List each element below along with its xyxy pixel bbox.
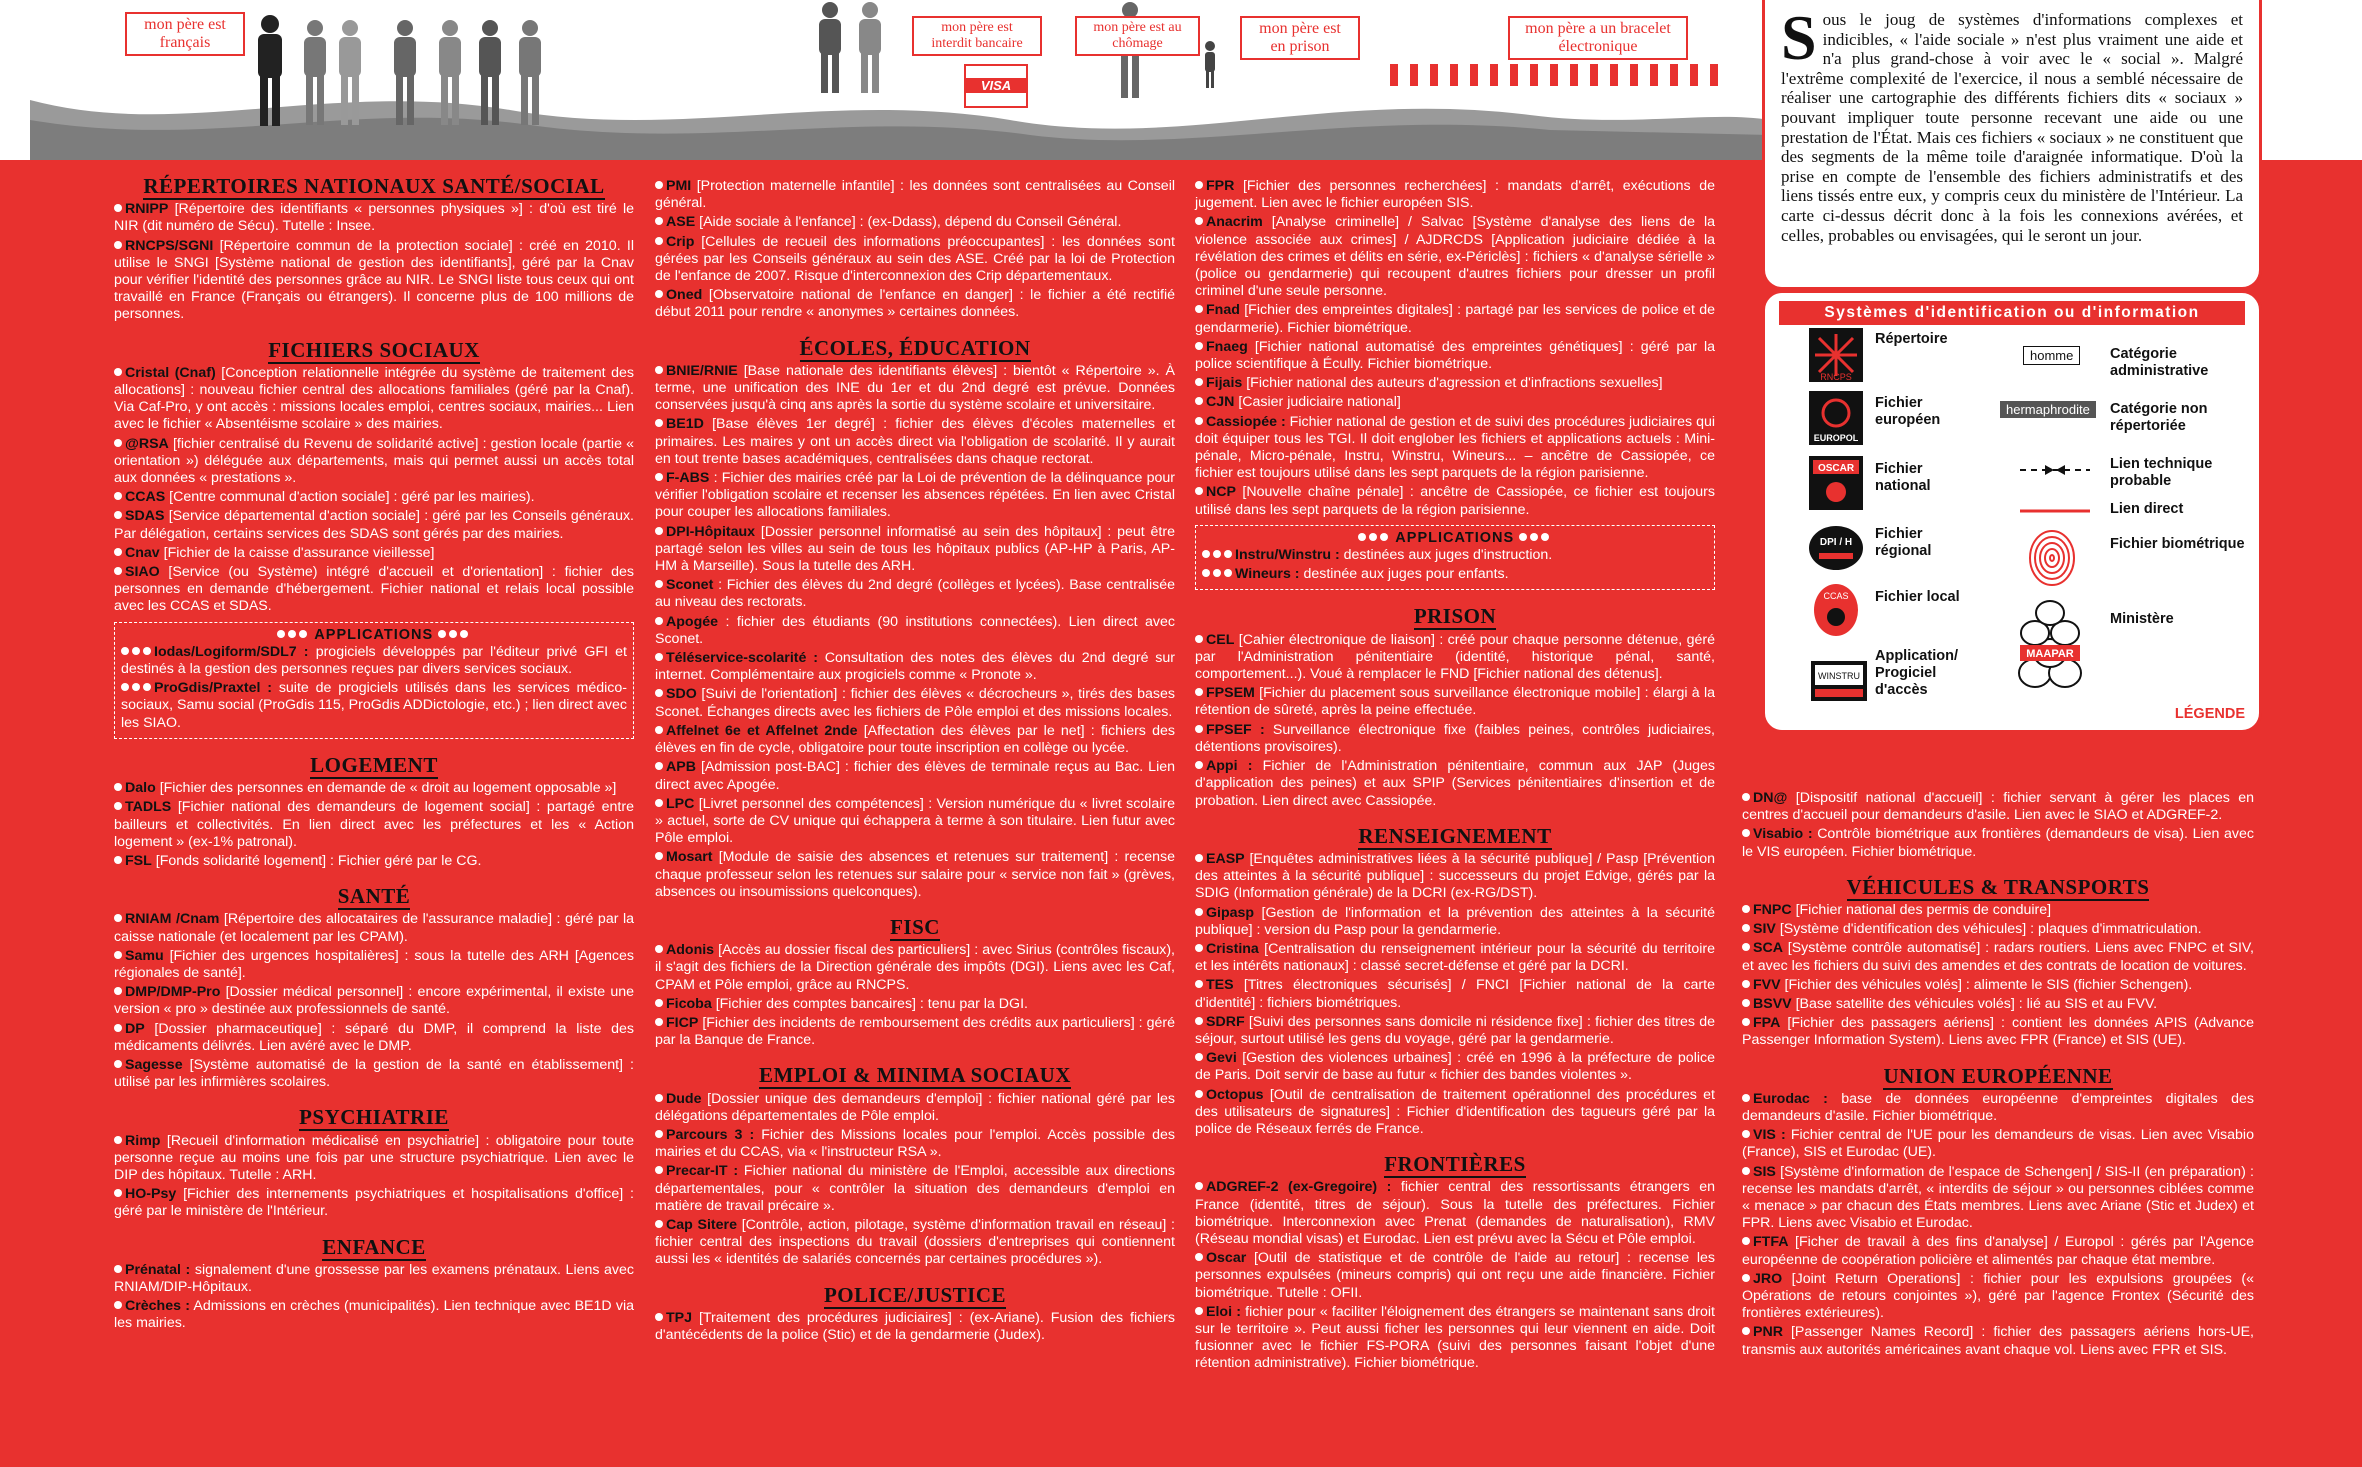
legend-title: Systèmes d'identification ou d'information <box>1779 301 2245 325</box>
bracelet-marks <box>1390 60 1750 90</box>
heading-emploi: EMPLOI & MINIMA SOCIAUX <box>759 1063 1071 1088</box>
entry-anacrim: Anacrim [Analyse criminelle] / Salvac [Système d'analyse des liens de la violence associée aux crimes] / AJDRCDS [Application judiciaire dédiée à la révélation des crimes et délits en série, ex-Périclès] : fichiers « d'analyse sérielle » (police ou gendarmerie) qui recoupent d'autres fichiers pour dresser un profil criminel d'une seule personne. <box>1195 214 1715 300</box>
tag-homme: homme <box>2023 346 2080 365</box>
entry-samu: Samu [Fichier des urgences hospitalières] : sous la tutelle des ARH [Agences régionales de santé]. <box>114 947 634 981</box>
entry-fpa: FPA [Fichier des passagers aériens] : contient les données APIS (Advance Passenger Information System). Liens avec FPR (France) et SIS (UE). <box>1742 1015 2254 1049</box>
entry-bnie: BNIE/RNIE [Base nationale des identifiants élèves] : bientôt « Répertoire ». À terme, une unification des INE du 1er et du 2nd degré est prévue. Données conservées jusqu'à cinq ans après la sortie du système scolaire et universitaire. <box>655 362 1175 414</box>
heading-police-justice: POLICE/JUSTICE <box>823 1282 1007 1307</box>
entry-fpr: FPR [Fichier des personnes recherchées] : mandats d'arrêt, exécutions de jugement. Lien avec le fichier européen SIS. <box>1195 178 1715 212</box>
entry-ccas: CCAS [Centre communal d'action sociale] : géré par les mairies). <box>114 489 634 506</box>
entry-f-abs: F-ABS : Fichier des mairies créé par la Loi de prévention de la délinquance pour vérifier l'obligation scolaire et recenser les absences répétées. En lien avec Cristal pour couper les allocations familiales. <box>655 470 1175 521</box>
intro-dropcap: S <box>1781 2 1817 73</box>
entry-cjn: CJN [Casier judiciaire national] <box>1195 394 1715 411</box>
entry-eloi: Eloi : fichier pour « faciliter l'éloignement des étrangers se maintenant sans droit sur le territoire ». Peut aussi ficher les personnes qui leur viennent en aide. Doit fusionner avec le fichier FS-PORA (suivi des personnes faisant l'objet d'une rétention administrative). Fichier biométrique. <box>1195 1303 1715 1372</box>
entry-tpj: TPJ [Traitement des procédures judiciaires] : (ex-Ariane). Fusion des fichiers d'antécédents de la police (Stic) et de la gendarmerie (Judex). <box>655 1309 1175 1343</box>
heading-fisc: FISC <box>890 914 940 939</box>
entry-creches: Crèches : Admissions en crèches (municipalités). Lien technique avec BE1D via les mairies. <box>114 1298 634 1332</box>
entry-parcours3: Parcours 3 : Fichier des Missions locales pour l'emploi. Accès possible des mairies et du CCAS, via « l'instructeur RSA ». <box>655 1126 1175 1161</box>
column-4 <box>1742 790 2254 1361</box>
applications-box-justice <box>1195 525 1715 591</box>
entry-sagesse: Sagesse [Système automatisé de la gestion de la santé en établissement] : utilisé par les infirmières scolaires. <box>114 1056 634 1091</box>
entry-rncps: RNCPS/SGNI [Répertoire commun de la protection sociale] : créé en 2010. Il utilise le SNGI [Système national de gestion des identifiants], géré par la Cnav pour vérifier l'identité des personnes grâce au NIR. Le SNGI liste tous ceux qui ont travaillé en France (Français ou étrangers). Il concerne plus de 100 millions de personnes. <box>114 237 634 323</box>
caption-interdit-bancaire: mon père est interdit bancaire <box>912 16 1042 56</box>
legend-application: Application/ Progiciel d'accès <box>1875 648 1958 698</box>
entry-easp: EASP [Enquêtes administratives liées à la sécurité publique] / Pasp [Prévention des atteintes à la sécurité publique] : successeurs du projet Edvige, gérés par la SDIG (Information générale) de la DCRI (ex-RG/DST). <box>1195 850 1715 902</box>
entry-tes: TES [Titres électroniques sécurisés] / FNCI [Fichier national de la carte d'identité] : fichiers biométriques. <box>1195 977 1715 1011</box>
entry-ftfa: FTFA [Ficher de travail à des fins d'analyse] / Europol : gérés par l'Agence européenne de coopération policière et alimentés par chaque état membre. <box>1742 1234 2254 1268</box>
heading-logement: LOGEMENT <box>310 752 438 777</box>
heading-repertoires: RÉPERTOIRES NATIONAUX SANTÉ/SOCIAL <box>143 174 605 198</box>
heading-enfance: ENFANCE <box>322 1234 426 1259</box>
column-2 <box>655 178 1175 1346</box>
entry-visabio: Visabio : Contrôle biométrique aux frontières (demandeurs de visa). Lien avec le VIS européen. Fichier biométrique. <box>1742 826 2254 860</box>
entry-ncp: NCP [Nouvelle chaîne pénale] : ancêtre de Cassiopée, ce fichier est toujours utilisé dans les sept parquets de la région parisienne. <box>1195 484 1715 518</box>
lien-technique-icon <box>2020 463 2090 477</box>
entry-dp: DP [Dossier pharmaceutique] : séparé du DMP, il comprend la liste des médicaments délivrés. Lien avéré avec le DMP. <box>114 1020 634 1054</box>
people-silhouettes-left <box>240 10 560 130</box>
entry-bsvv: BSVV [Base satellite des véhicules volés] : lié au SIS et au FVV. <box>1742 996 2254 1013</box>
entry-rimp: Rimp [Recueil d'information médicalisé en psychiatrie] : obligatoire pour toute personne reçue au moins une fois par une structure psychiatrique. Lien avec le DIP des hôpitaux. Tutelle : ARH. <box>114 1132 634 1183</box>
legend-lien-direct: Lien direct <box>2110 501 2184 517</box>
entry-ho-psy: HO-Psy [Fichier des internements psychiatriques et hospitalisations d'office] : géré par le ministère de l'Intérieur. <box>114 1186 634 1220</box>
entry-vis: VIS : Fichier central de l'UE pour les demandeurs de visas. Lien avec Visabio (France), SIS et Eurodac (UE). <box>1742 1127 2254 1161</box>
winstru-icon-text: WINSTRU <box>1818 671 1860 681</box>
entry-crip: Crip [Cellules de recueil des informations préoccupantes] : les données sont gérées par les Conseils généraux au sein des ASE. Créé par la loi de Protection de l'enfance de 2007. Risque d'interconnexion des Crip départementaux. <box>655 233 1176 285</box>
lien-direct-icon <box>2020 507 2090 515</box>
entry-sconet: Sconet : Fichier des élèves du 2nd degré (collèges et lycées). Base centralisée au niveau des rectorats. <box>655 577 1175 611</box>
fichier-europeen-icon <box>1809 391 1863 445</box>
fichier-local-icon <box>1809 583 1863 637</box>
heading-fichiers-sociaux: FICHIERS SOCIAUX <box>268 337 480 362</box>
legend-fichier-regional: Fichier régional <box>1875 526 1932 559</box>
entry-dna: DN@ [Dispositif national d'accueil] : fichier servant à gérer les places en centres d'accueil pour demandeurs d'asile. Lien avec le SIAO et ADGREF-2. <box>1742 790 2254 824</box>
entry-progdis: ProGdis/Praxtel : suite de progiciels utilisés dans les services médico-sociaux, Samu social (ProGdis 115, ProGdis ADDictologie, etc.) ; lien direct avec les SIAO. <box>121 680 627 731</box>
entry-iodas: Iodas/Logiform/SDL7 : progiciels développés par l'éditeur privé GFI et destinés à la gestion des personnes reçues par divers services sociaux. <box>121 643 627 678</box>
entry-pmi: PMI [Protection maternelle infantile] : les données sont centralisées au Conseil général. <box>655 178 1175 212</box>
entry-gipasp: Gipasp [Gestion de l'information et la prévention des atteintes à la sécurité publique] : version du Pasp pour la gendarmerie. <box>1195 904 1715 938</box>
entry-adgref: ADGREF-2 (ex-Gregoire) : fichier central des ressortissants étrangers en France (identité, titres de séjour). Sous la tutelle des préfectures. Fichier biométrique. Interconnexion avec Prenat (demandes de naturalisation), RMV (Réseau mondial visas) et Eurodac. Lien est prévu avec la Sécu et Pôle emploi. <box>1195 1179 1715 1247</box>
entry-cristal: Cristal (Cnaf) [Conception relationnelle intégrée du système de traitement des allocations] : nouveau fichier central des allocations familiales (géré par la Cnaf). Via Caf-Pro, y ont accès : missions locales emploi, centres sociaux, mairies... Lien avec le fichier « Absentéisme scolaire » des mairies. <box>114 364 634 433</box>
fichier-regional-icon <box>1809 521 1863 575</box>
heading-prison: PRISON <box>1413 604 1497 629</box>
legend-fichier-biometrique: Fichier biométrique <box>2110 536 2245 552</box>
legend-fichier-national: Fichier national <box>1875 461 1931 494</box>
oscar-icon-text: OSCAR <box>1817 463 1855 474</box>
entry-apb: APB [Admission post-BAC] : fichier des élèves de terminale reçus au Bac. Lien direct avec Apogée. <box>655 759 1175 793</box>
heading-frontieres: FRONTIÈRES <box>1384 1152 1526 1177</box>
legend-lien-technique: Lien technique probable <box>2110 456 2213 489</box>
entry-octopus: Octopus [Outil de centralisation de traitement opérationnel des procédures et des utilisateurs de signatures] : Fichier d'identification des tagueurs géré par la police de Réseaux ferrés de France. <box>1195 1086 1715 1137</box>
entry-teleservice: Téléservice-scolarité : Consultation des notes des élèves du 2nd degré sur internet. Complémentaire aux progiciels comme « Pronote ». <box>655 650 1175 684</box>
entry-lpc: LPC [Livret personnel des compétences] : Version numérique du « livret scolaire » actuel, sorte de CV unique qui échappera à terme à son titulaire. Lien futur avec Pôle emploi. <box>655 795 1175 847</box>
legend-box <box>1762 290 2262 733</box>
entry-fnpc: FNPC [Fichier national des permis de conduire] <box>1742 902 2254 919</box>
entry-oned: Oned [Observatoire national de l'enfance en danger] : le fichier a été rectifié début 2011 pour rendre « anonymes » certaines données. <box>655 287 1175 321</box>
entry-wineurs: Wineurs : destinée aux juges pour enfants. <box>1202 566 1708 583</box>
entry-sdrf: SDRF [Suivi des personnes sans domicile ni résidence fixe] : fichier des titres de séjour, surtout utilisé les gens du voyage, géré par la gendarmerie. <box>1195 1013 1715 1047</box>
entry-be1d: BE1D [Base élèves 1er degré] : fichier des élèves d'écoles maternelles et primaires. Les maires y ont un accès direct via l'obligation de scolarité. Il y aurait en tout trente bases académiques, centralisées dans chaque rectorat. <box>655 416 1175 467</box>
visa-card <box>964 64 1028 108</box>
legend-fichier-europeen: Fichier européen <box>1875 395 1941 428</box>
entry-fnaeg: Fnaeg [Fichier national automatisé des empreintes génétiques] : géré par la police scientifique à Écully. Fichier biométrique. <box>1195 338 1715 373</box>
entry-ficoba: Ficoba [Fichier des comptes bancaires] : tenu par la DGI. <box>655 996 1175 1013</box>
column-1 <box>114 174 635 1335</box>
entry-ase: ASE [Aide sociale à l'enfance] : (ex-Ddass), dépend du Conseil Général. <box>655 214 1175 231</box>
entry-fijais: Fijais [Fichier national des auteurs d'agression et d'infractions sexuelles] <box>1195 375 1715 392</box>
entry-affelnet: Affelnet 6e et Affelnet 2nde [Affectation des élèves par le net] : fichiers des élèves en fin de cycle, obligatoire pour toute inscription en collège ou lycée. <box>655 722 1175 757</box>
heading-renseignement: RENSEIGNEMENT <box>1358 823 1552 848</box>
ccas-icon-text: CCAS <box>1823 591 1849 601</box>
entry-pnr: PNR [Passenger Names Record] : fichier des passagers aériens hors-UE, transmis aux autorités américaines avant chaque vol. Liens avec FPR et SIS. <box>1742 1324 2255 1358</box>
entry-cel: CEL [Cahier électronique de liaison] : créé pour chaque personne détenue, géré par l'Administration pénitentiaire (identité, historique pénal, santé, comportement...). Voué à remplacer le FND [Fichier national des détenus]. <box>1195 631 1715 683</box>
intro-box <box>1762 0 2262 290</box>
heading-sante: SANTÉ <box>337 884 411 909</box>
small-figure <box>1200 40 1220 90</box>
entry-winstru: Instru/Winstru : destinées aux juges d'instruction. <box>1202 547 1708 564</box>
applications-box-social <box>114 622 634 739</box>
legend-ministere: Ministère <box>2110 611 2174 627</box>
entry-siv: SIV [Système d'identification des véhicules] : plaques d'immatriculation. <box>1742 921 2254 938</box>
entry-gevi: Gevi [Gestion des violences urbaines] : créé en 1996 à la préfecture de police de Paris. Doit servir de base au futur « fichier des bandes violentes ». <box>1195 1050 1715 1084</box>
entry-sis: SIS [Système d'information de l'espace de Schengen] / SIS-II (en préparation) : recense les mandats d'arrêt, « interdits de séjour » ou personnes ciblées comme « menace » par chacun des États membres. Liens avec Ariane (Stic et Judex) et FPR. Liens avec Visabio et Eurodac. <box>1742 1163 2254 1232</box>
entry-jro: JRO [Joint Return Operations] : fichier pour les expulsions groupées (« Opérations de retours conjointes »), géré par l'agence Frontex (Sécurité des frontières extérieures). <box>1742 1270 2254 1322</box>
visa-label: VISA <box>966 78 1026 93</box>
entry-dpi-hopitaux: DPI-Hôpitaux [Dossier personnel informatisé au sein des hôpitaux] : peut être partagé selon les villes au sein de tous les hôpitaux publics (AP-HP à Paris, AP-HM à Marseille). Sous la tutelle des ARH. <box>655 523 1175 575</box>
intro-text: ous le joug de systèmes d'informations complexes et indicibles, « l'aide sociale » n'est plus vraiment une aide et n'a plus grand-chose à voir avec le « social ». Malgré l'extrême complexité de l'exercice, il nous a semblé nécessaire de réaliser une cartographie des différents fichiers dits « sociaux » pouvant impliquer toute personne recevant une aide ou une prestation de l'État. Mais ces fichiers « sociaux » ne constituent que des segments de la même toile d'araignée informatique. D'où la prise en compte de l'ensemble des fichiers administratifs et des liens tissés entre eux, y compris ceux du ministère de l'Intérieur. La carte ci-dessus décrit donc à la fois les connexions avérées, et celles, probables ou envisagées, qui le seront un jour. <box>1781 10 2243 245</box>
entry-sdo: SDO [Suivi de l'orientation] : fichier des élèves « décrocheurs », tirés des bases Sconet. Échanges directs avec les fichiers de Pôle emploi et des missions locales. <box>655 686 1175 720</box>
entry-mosart: Mosart [Module de saisie des absences et retenues sur traitement] : recense chaque professeur selon les retenues sur salaire pour « service non fait » (grèves, absences ou insoumissions quelconques). <box>655 849 1175 900</box>
legend-categorie-non-repertoriee: Catégorie non répertoriée <box>2110 401 2208 434</box>
entry-fnad: Fnad [Fichier des empreintes digitales] : partagé par les services de police et de gendarmerie). Fichier biométrique. <box>1195 302 1715 336</box>
entry-cap-sitere: Cap Sitere [Contrôle, action, pilotage, système d'information travail en réseau] : fichier central des inspections du travail (dossiers d'entreprises qui contiennent aussi les « identités de salariés concernés par certaines procédures »). <box>655 1216 1175 1268</box>
entry-fvv: FVV [Fichier des véhicules volés] : alimente le SIS (fichier Schengen). <box>1742 977 2254 994</box>
entry-siao: SIAO [Service (ou Système) intégré d'accueil et d'orientation] : fichier des personnes en demande d'hébergement. Fichier national et relais local possible avec les CCAS et SDAS. <box>114 564 635 615</box>
legend-fichier-local: Fichier local <box>1875 589 1960 605</box>
entry-eurodac: Eurodac : base de données européenne d'empreintes digitales des demandeurs d'asile. Fichier biométrique. <box>1742 1090 2254 1125</box>
entry-rnipp: RNIPP [Répertoire des identifiants « personnes physiques »] : d'où est tiré le NIR (dit numéro de Sécu). Tutelle : Insee. <box>114 201 634 235</box>
heading-psychiatrie: PSYCHIATRIE <box>299 1105 449 1130</box>
fingerprint-icon <box>2027 528 2077 588</box>
applications-title: APPLICATIONS <box>121 627 627 644</box>
caption-chomage: mon père est au chômage <box>1075 16 1200 56</box>
entry-dude: Dude [Dossier unique des demandeurs d'emploi] : fichier national géré par les délégations départementales de Pôle emploi. <box>655 1090 1175 1124</box>
europol-icon-text: EUROPOL <box>1813 433 1859 443</box>
entry-cristina: Cristina [Centralisation du renseignement intérieur pour la sécurité du territoire et les intérêts nationaux] : classé secret-défense et géré par la DCRI. <box>1195 940 1715 975</box>
entry-ficp: FICP [Fichier des incidents de remboursement des crédits aux particuliers] : géré par la Banque de France. <box>655 1014 1175 1049</box>
entry-cnav: Cnav [Fichier de la caisse d'assurance vieillesse] <box>114 545 634 562</box>
entry-rsa: @RSA [fichier centralisé du Revenu de solidarité active] : gestion locale (partie « orientation ») déléguée aux départements, mais qui permet aussi un accès total aux données « prestations ». <box>114 435 634 487</box>
entry-appi: Appi : Fichier de l'Administration pénitentiaire, commun aux JAP (Juges d'application des peines) et aux SPIP (Services pénitentiaires d'insertion et de probation. Lien direct avec Cassiopée. <box>1195 758 1715 809</box>
entry-cassiopee: Cassiopée : Fichier national de gestion et de suivi des procédures judiciaires qui doit équiper tous les TGI. Il doit englober les fichiers et applications actuels : Mini-pénale, Micro-pénale, Instru, Winstru, Wineurs... – ancêtre de Cassiopée, ce fichier est toujours utilisé dans les sept parquets de la région parisienne. <box>1195 413 1716 482</box>
repertoire-icon <box>1809 328 1863 382</box>
maapar-icon-text: MAAPAR <box>2026 648 2074 660</box>
entry-tadls: TADLS [Fichier national des demandeurs de logement social] : partagé entre bailleurs et collectivités. En lien direct avec les préfectures et les « Action logement » (ex-1% patronal). <box>114 799 634 850</box>
entry-fsl: FSL [Fonds solidarité logement] : Fichier géré par le CG. <box>114 853 634 870</box>
entry-dmp: DMP/DMP-Pro [Dossier médical personnel] : encore expérimental, il existe une version « pro » destinée aux professionnels de santé. <box>114 984 634 1018</box>
caption-francais: mon père est français <box>125 12 245 56</box>
application-icon <box>1809 653 1869 707</box>
heading-union-europeenne: UNION EUROPÉENNE <box>1883 1063 2113 1088</box>
entry-sca: SCA [Système contrôle automatisé] : radars routiers. Liens avec FNPC et SIV, et avec les fichiers du suivi des amendes et des contrats de location de voitures. <box>1742 940 2254 974</box>
applications-title-justice: APPLICATIONS <box>1202 530 1708 547</box>
heading-ecoles: ÉCOLES, ÉDUCATION <box>799 335 1031 360</box>
repertoire-icon-text: RNCPS <box>1820 372 1852 382</box>
entry-fpsef: FPSEF : Surveillance électronique fixe (faibles peines, contrôles judiciaires, détentions provisoires). <box>1195 721 1715 755</box>
legend-footer: LÉGENDE <box>2174 706 2245 722</box>
fichier-national-icon <box>1809 456 1863 510</box>
entry-dalo: Dalo [Fichier des personnes en demande de « droit au logement opposable »] <box>114 780 634 797</box>
entry-apogee: Apogée : fichier des étudiants (90 institutions connectées). Lien direct avec Sconet. <box>655 613 1175 647</box>
ministere-icon <box>2010 593 2090 693</box>
entry-rniam: RNIAM /Cnam [Répertoire des allocataires de l'assurance maladie] : géré par la caisse nationale (et localement par les CPAM). <box>114 911 634 945</box>
entry-adonis: Adonis [Accès au dossier fiscal des particuliers] : avec Sirius (contrôles fiscaux), il s'agit des fichiers de la Direction générale des impôts (DGI). Liens avec les Caf, CPAM et Pôle emploi, grâce au RNCPS. <box>655 942 1175 993</box>
caption-prison: mon père est en prison <box>1240 16 1360 60</box>
column-3 <box>1195 178 1715 1375</box>
entry-prenatal: Prénatal : signalement d'une grossesse par les examens prénataux. Liens avec RNIAM/DIP-Hôpitaux. <box>114 1261 635 1295</box>
legend-categorie-administrative: Catégorie administrative <box>2110 346 2209 379</box>
entry-oscar: Oscar [Outil de statistique et de contrôle de l'aide au retour] : recense les personnes expulsées (mineurs compris) qui ont reçu une aide financière. Fichier biométrique. Tutelle : OFII. <box>1195 1250 1715 1301</box>
entry-fpsem: FPSEM [Fichier du placement sous surveillance électronique mobile] : élargi à la rétention de sûreté, après la peine effectuée. <box>1195 685 1715 719</box>
tag-hermaphrodite: hermaphrodite <box>2000 401 2096 418</box>
people-silhouettes-middle <box>810 0 910 100</box>
caption-bracelet: mon père a un bracelet électronique <box>1508 16 1688 60</box>
entry-sdas: SDAS [Service départemental d'action sociale] : géré par les Conseils généraux. Par délégation, certains services des SDAS sont gérés par des mairies. <box>114 508 634 542</box>
entry-precar-it: Precar-IT : Fichier national du ministère de l'Emploi, accessible aux directions départementales, pour « contrôler la situation des demandeurs d'emploi en matière de travail précaire ». <box>655 1163 1175 1214</box>
legend-repertoire: Répertoire <box>1875 331 1948 347</box>
heading-vehicules: VÉHICULES & TRANSPORTS <box>1846 874 2150 899</box>
dpi-icon-text: DPI / H <box>1819 537 1853 548</box>
